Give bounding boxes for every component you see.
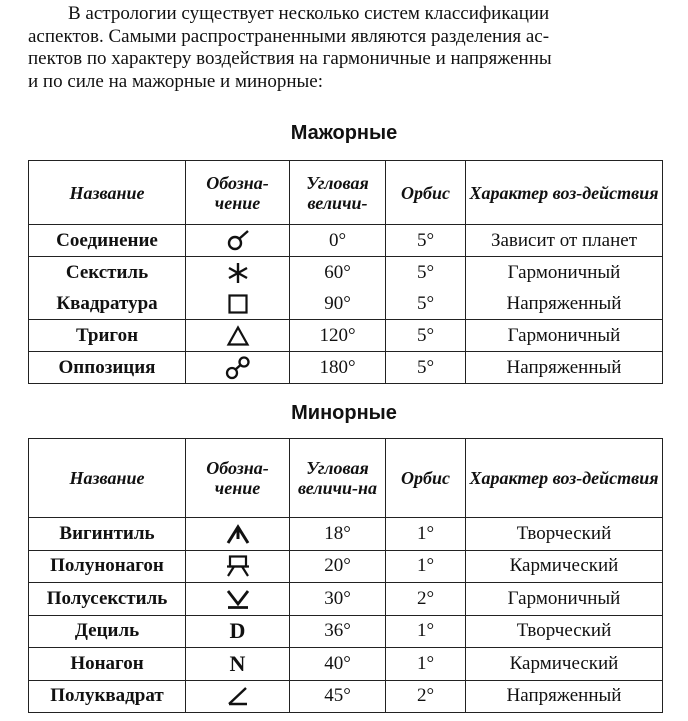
table-row xyxy=(29,320,663,352)
aspect-symbol xyxy=(186,550,290,583)
aspect-name: Секстиль xyxy=(29,257,186,289)
header-symbol: Обозна-чение xyxy=(186,161,290,225)
aspect-orb: 2° xyxy=(386,583,466,616)
table-header-row xyxy=(29,439,663,518)
aspect-character: Творческий xyxy=(466,615,663,648)
aspect-character: Гармоничный xyxy=(466,583,663,616)
intro-line: В астрологии существует несколько систем классификации xyxy=(68,3,550,24)
aspect-orb: 1° xyxy=(386,648,466,681)
aspect-orb: 5° xyxy=(386,225,466,257)
header-name: Название xyxy=(29,439,186,518)
aspect-orb: 1° xyxy=(386,615,466,648)
header-character: Характер воз-действия xyxy=(466,161,663,225)
aspect-symbol xyxy=(186,225,290,257)
header-name: Название xyxy=(29,161,186,225)
aspect-name: Тригон xyxy=(29,320,186,352)
table-row xyxy=(29,257,663,289)
aspect-angle: 30° xyxy=(290,583,386,616)
aspect-name: Квадратура xyxy=(29,288,186,320)
aspect-character: Кармический xyxy=(466,550,663,583)
aspect-orb: 5° xyxy=(386,288,466,320)
header-orb: Орбис xyxy=(386,161,466,225)
table-row xyxy=(29,615,663,648)
table-row xyxy=(29,583,663,616)
aspect-orb: 5° xyxy=(386,352,466,384)
aspect-character: Творческий xyxy=(466,518,663,551)
header-character: Характер воз-действия xyxy=(466,439,663,518)
trine-icon xyxy=(226,325,250,347)
aspect-angle: 120° xyxy=(290,320,386,352)
header-symbol: Обозна-чение xyxy=(186,439,290,518)
table-row xyxy=(29,288,663,320)
minor-aspects-table xyxy=(28,438,663,713)
table-row xyxy=(29,352,663,384)
aspect-character: Кармический xyxy=(466,648,663,681)
opposition-icon xyxy=(224,355,252,381)
decile-symbol: D xyxy=(186,615,290,648)
aspect-name: Полуквадрат xyxy=(29,680,186,713)
aspect-angle: 45° xyxy=(290,680,386,713)
aspect-symbol xyxy=(186,680,290,713)
intro-paragraph xyxy=(28,3,688,93)
intro-line: пектов по характеру воздействия на гармоничные и напряженны xyxy=(28,48,552,69)
aspect-angle: 36° xyxy=(290,615,386,648)
vigintile-icon xyxy=(225,523,251,545)
minor-section-title: Минорные xyxy=(291,402,397,424)
conjunction-icon xyxy=(225,229,251,253)
header-angle: Угловая величи- xyxy=(290,161,386,225)
aspect-name: Полусекстиль xyxy=(29,583,186,616)
major-aspects-table xyxy=(28,160,663,384)
aspect-angle: 18° xyxy=(290,518,386,551)
semi-square-icon xyxy=(226,685,250,707)
aspect-name: Оппозиция xyxy=(29,352,186,384)
header-angle: Угловая величи-на xyxy=(290,439,386,518)
semi-sextile-icon xyxy=(225,588,251,610)
aspect-orb: 1° xyxy=(386,550,466,583)
table-header-row xyxy=(29,161,663,225)
nonagon-symbol: N xyxy=(186,648,290,681)
aspect-name: Нонагон xyxy=(29,648,186,681)
aspect-angle: 20° xyxy=(290,550,386,583)
aspect-symbol xyxy=(186,257,290,289)
aspect-angle: 0° xyxy=(290,225,386,257)
table-row xyxy=(29,225,663,257)
aspect-angle: 180° xyxy=(290,352,386,384)
intro-line: аспектов. Самыми распространенными являются разделения ас- xyxy=(28,25,550,47)
aspect-orb: 5° xyxy=(386,257,466,289)
table-row xyxy=(29,518,663,551)
intro-line: и по силе на мажорные и минорные: xyxy=(28,70,323,92)
aspect-character: Напряженный xyxy=(466,352,663,384)
aspect-character: Гармоничный xyxy=(466,320,663,352)
sextile-icon xyxy=(226,261,250,285)
aspect-angle: 90° xyxy=(290,288,386,320)
aspect-symbol xyxy=(186,320,290,352)
aspect-name: Соединение xyxy=(29,225,186,257)
header-orb: Орбис xyxy=(386,439,466,518)
aspect-character: Напряженный xyxy=(466,680,663,713)
table-row xyxy=(29,648,663,681)
aspect-symbol xyxy=(186,583,290,616)
aspect-name: Дециль xyxy=(29,615,186,648)
aspect-orb: 2° xyxy=(386,680,466,713)
aspect-symbol xyxy=(186,352,290,384)
aspect-name: Вигинтиль xyxy=(29,518,186,551)
aspect-character: Гармоничный xyxy=(466,257,663,289)
aspect-orb: 1° xyxy=(386,518,466,551)
major-section-title: Мажорные xyxy=(290,122,398,144)
aspect-symbol xyxy=(186,288,290,320)
aspect-name: Полунонагон xyxy=(29,550,186,583)
aspect-orb: 5° xyxy=(386,320,466,352)
aspect-character: Зависит от планет xyxy=(466,225,663,257)
table-row xyxy=(29,680,663,713)
aspect-angle: 60° xyxy=(290,257,386,289)
table-row xyxy=(29,550,663,583)
aspect-symbol xyxy=(186,518,290,551)
square-icon xyxy=(227,293,249,315)
aspect-angle: 40° xyxy=(290,648,386,681)
aspect-character: Напряженный xyxy=(466,288,663,320)
semi-nonagon-icon xyxy=(225,554,251,578)
